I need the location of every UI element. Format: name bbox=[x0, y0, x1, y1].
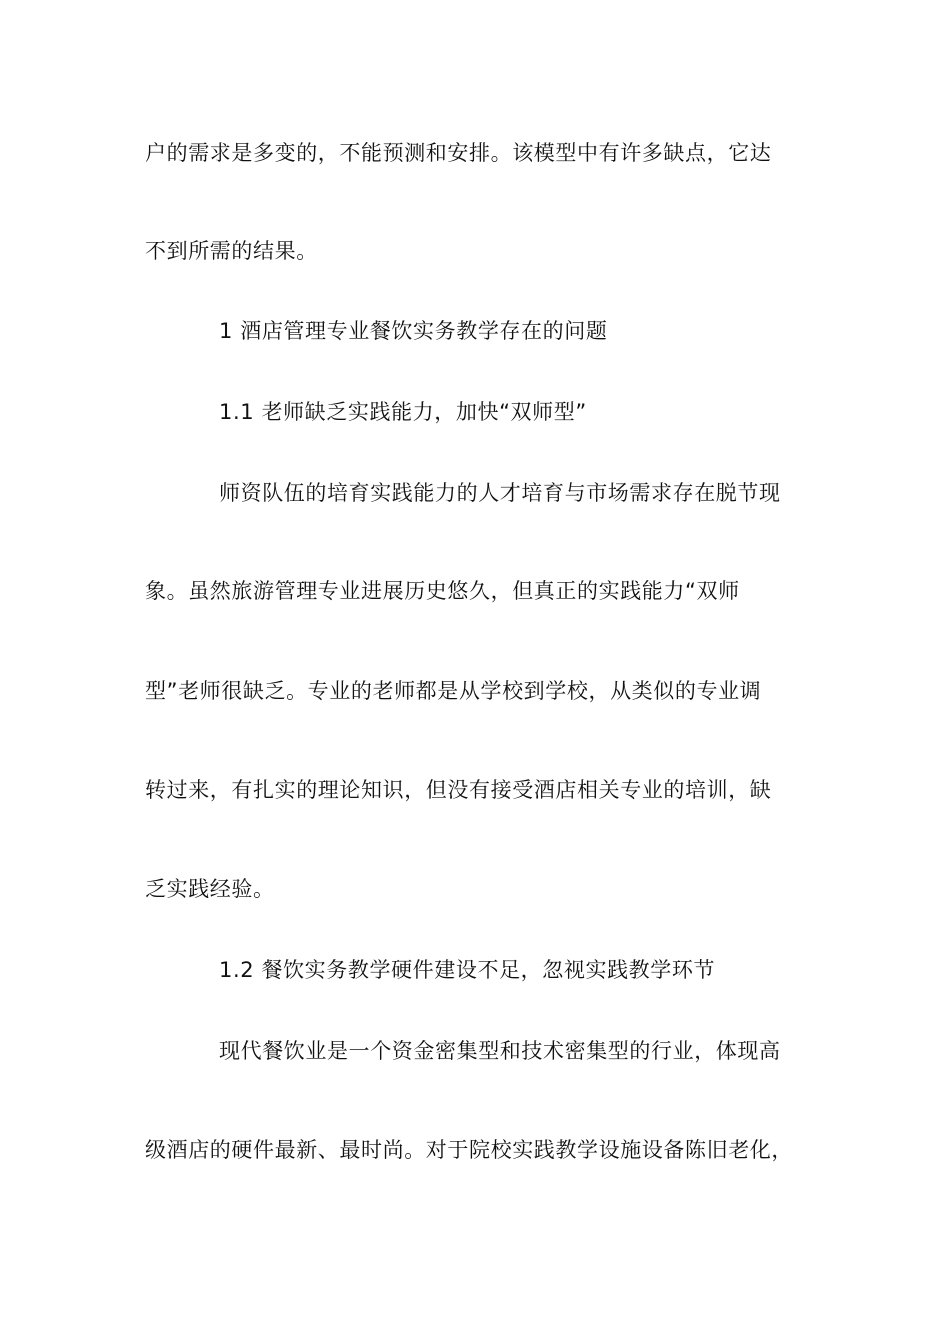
paragraph-line: 户的需求是多变的，不能预测和安排。该模型中有许多缺点，它达 bbox=[145, 141, 772, 165]
subsection-heading: 1.2 餐饮实务教学硬件建设不足，忽视实践教学环节 bbox=[219, 958, 716, 982]
subsection-heading: 1.1 老师缺乏实践能力，加快“双师型” bbox=[219, 400, 587, 424]
paragraph-line: 级酒店的硬件最新、最时尚。对于院校实践教学设施设备陈旧老化， bbox=[145, 1138, 793, 1162]
paragraph-line: 型”老师很缺乏。专业的老师都是从学校到学校，从类似的专业调 bbox=[145, 679, 762, 703]
paragraph-line: 现代餐饮业是一个资金密集型和技术密集型的行业，体现高 bbox=[219, 1039, 781, 1063]
paragraph-line: 不到所需的结果。 bbox=[145, 239, 318, 263]
paragraph-line: 乏实践经验。 bbox=[145, 877, 275, 901]
section-heading: 1 酒店管理专业餐饮实务教学存在的问题 bbox=[219, 319, 608, 343]
paragraph-line: 象。虽然旅游管理专业进展历史悠久，但真正的实践能力“双师 bbox=[145, 579, 740, 603]
paragraph-line: 师资队伍的培育实践能力的人才培育与市场需求存在脱节现 bbox=[219, 481, 781, 505]
paragraph-line: 转过来，有扎实的理论知识，但没有接受酒店相关专业的培训，缺 bbox=[145, 778, 772, 802]
